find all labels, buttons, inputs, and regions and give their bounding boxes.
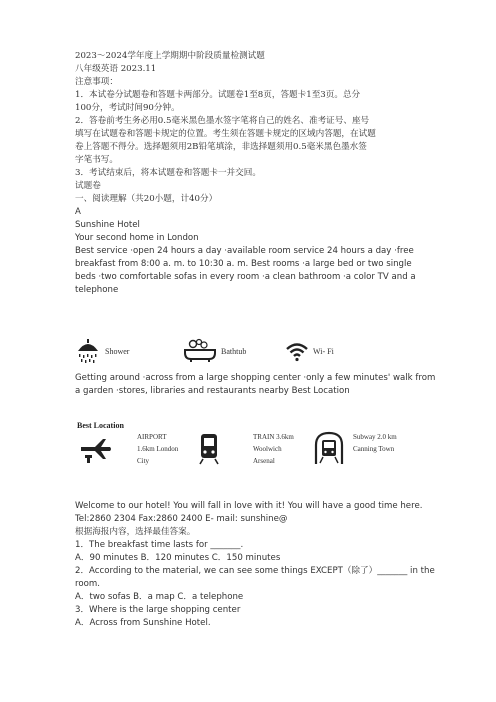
- question-instruction: 根据海报内容，选择最佳答案。: [75, 527, 196, 537]
- getting-around-1: Getting around ·across from a large shopping center ·only a few minutes' walk from: [75, 373, 436, 383]
- train-line-2: Woolwich: [253, 445, 282, 453]
- question-1: 1．The breakfast time lasts for _______.: [75, 540, 244, 550]
- question-1-options: A．90 minutes B．120 minutes C．150 minutes: [75, 553, 281, 563]
- exam-title: 2023～2024学年度上学期期中阶段质量检测试题: [75, 51, 265, 61]
- amenity-label: Wi- Fi: [313, 346, 334, 356]
- question-3: 3．Where is the large shopping center: [75, 605, 241, 615]
- amenity-shower: [75, 336, 129, 366]
- airport-line-2: 1.6km London: [137, 445, 179, 453]
- bathtub-icon: [183, 338, 217, 364]
- services-line-2: breakfast from 8:00 a. m. to 10:30 a. m. Best rooms ·a large bed or two single: [75, 259, 412, 269]
- notice-2a: 2．答卷前考生务必用0.5毫米黑色墨水签字笔将自己的姓名、准考证号、座号: [75, 116, 370, 126]
- hotel-slogan: Your second home in London: [75, 233, 199, 243]
- notice-1a: 1．本试卷分试题卷和答题卡两部分。试题卷1至8页，答题卡1至3页。总分: [75, 90, 361, 100]
- airplane-icon: [79, 437, 113, 466]
- airport-line-1: AIRPORT: [137, 433, 167, 441]
- subway-line-1: Subway 2.0 km: [353, 433, 397, 441]
- welcome-text: Welcome to our hotel! You will fall in love with it! You will have a good time here.: [75, 501, 423, 511]
- services-line-4: telephone: [75, 285, 119, 295]
- notice-2d: 字笔书写。: [75, 155, 118, 165]
- notice-2c: 卷上答题不得分。选择题须用2B铅笔填涂，非选择题须用0.5毫米黑色墨水签: [75, 142, 367, 152]
- amenity-label: Shower: [105, 346, 130, 356]
- amenity-label: Bathtub: [221, 346, 247, 356]
- amenities-strip: [75, 336, 340, 366]
- section-title: 一、阅读理解（共20小题，计40分）: [75, 194, 218, 204]
- notice-1b: 100分，考试时间90分钟。: [75, 103, 180, 113]
- subway-line-2: Canning Town: [353, 445, 395, 453]
- hotel-name: Sunshine Hotel: [75, 220, 140, 230]
- notice-heading: 注意事项：: [75, 77, 118, 87]
- train-line-1: TRAIN 3.6km: [253, 433, 294, 441]
- amenity-wifi: [285, 336, 334, 366]
- question-2-options: A．two sofas B．a map C．a telephone: [75, 592, 244, 602]
- contact-text: Tel:2860 2304 Fax:2860 2400 E- mail: sunshine@: [75, 514, 288, 524]
- paper-label: 试题卷: [75, 181, 101, 191]
- notice-2b: 填写在试题卷和答题卡规定的位置。考生须在答题卡规定的区域内答题，在试题: [75, 129, 376, 139]
- services-line-3: beds ·two comfortable sofas in every room ·a clean bathroom ·a color TV and a: [75, 272, 416, 282]
- getting-around-2: a garden ·stores, libraries and restaurants nearby Best Location: [75, 386, 350, 396]
- amenity-bathtub: [183, 336, 246, 366]
- services-line-1: Best service ·open 24 hours a day ·available room service 24 hours a day ·free: [75, 246, 414, 256]
- train-line-3: Arsenal: [253, 457, 275, 465]
- notice-3: 3．考试结束后，将本试题卷和答题卡一并交回。: [75, 168, 261, 178]
- question-3-option-a: A．Across from Sunshine Hotel.: [75, 618, 211, 628]
- wifi-icon: [285, 340, 309, 362]
- airport-line-3: City: [137, 457, 150, 465]
- location-title: Best Location: [77, 421, 124, 430]
- train-icon: [199, 433, 219, 468]
- subway-icon: [313, 431, 345, 468]
- shower-icon: [75, 337, 101, 365]
- question-2b: room.: [75, 579, 100, 589]
- passage-letter: A: [75, 207, 81, 217]
- best-location-panel: [75, 419, 415, 481]
- exam-subject: 八年级英语 2023.11: [75, 64, 157, 74]
- question-2a: 2．According to the material, we can see some things EXCEPT（除了）_______ in the: [75, 566, 435, 576]
